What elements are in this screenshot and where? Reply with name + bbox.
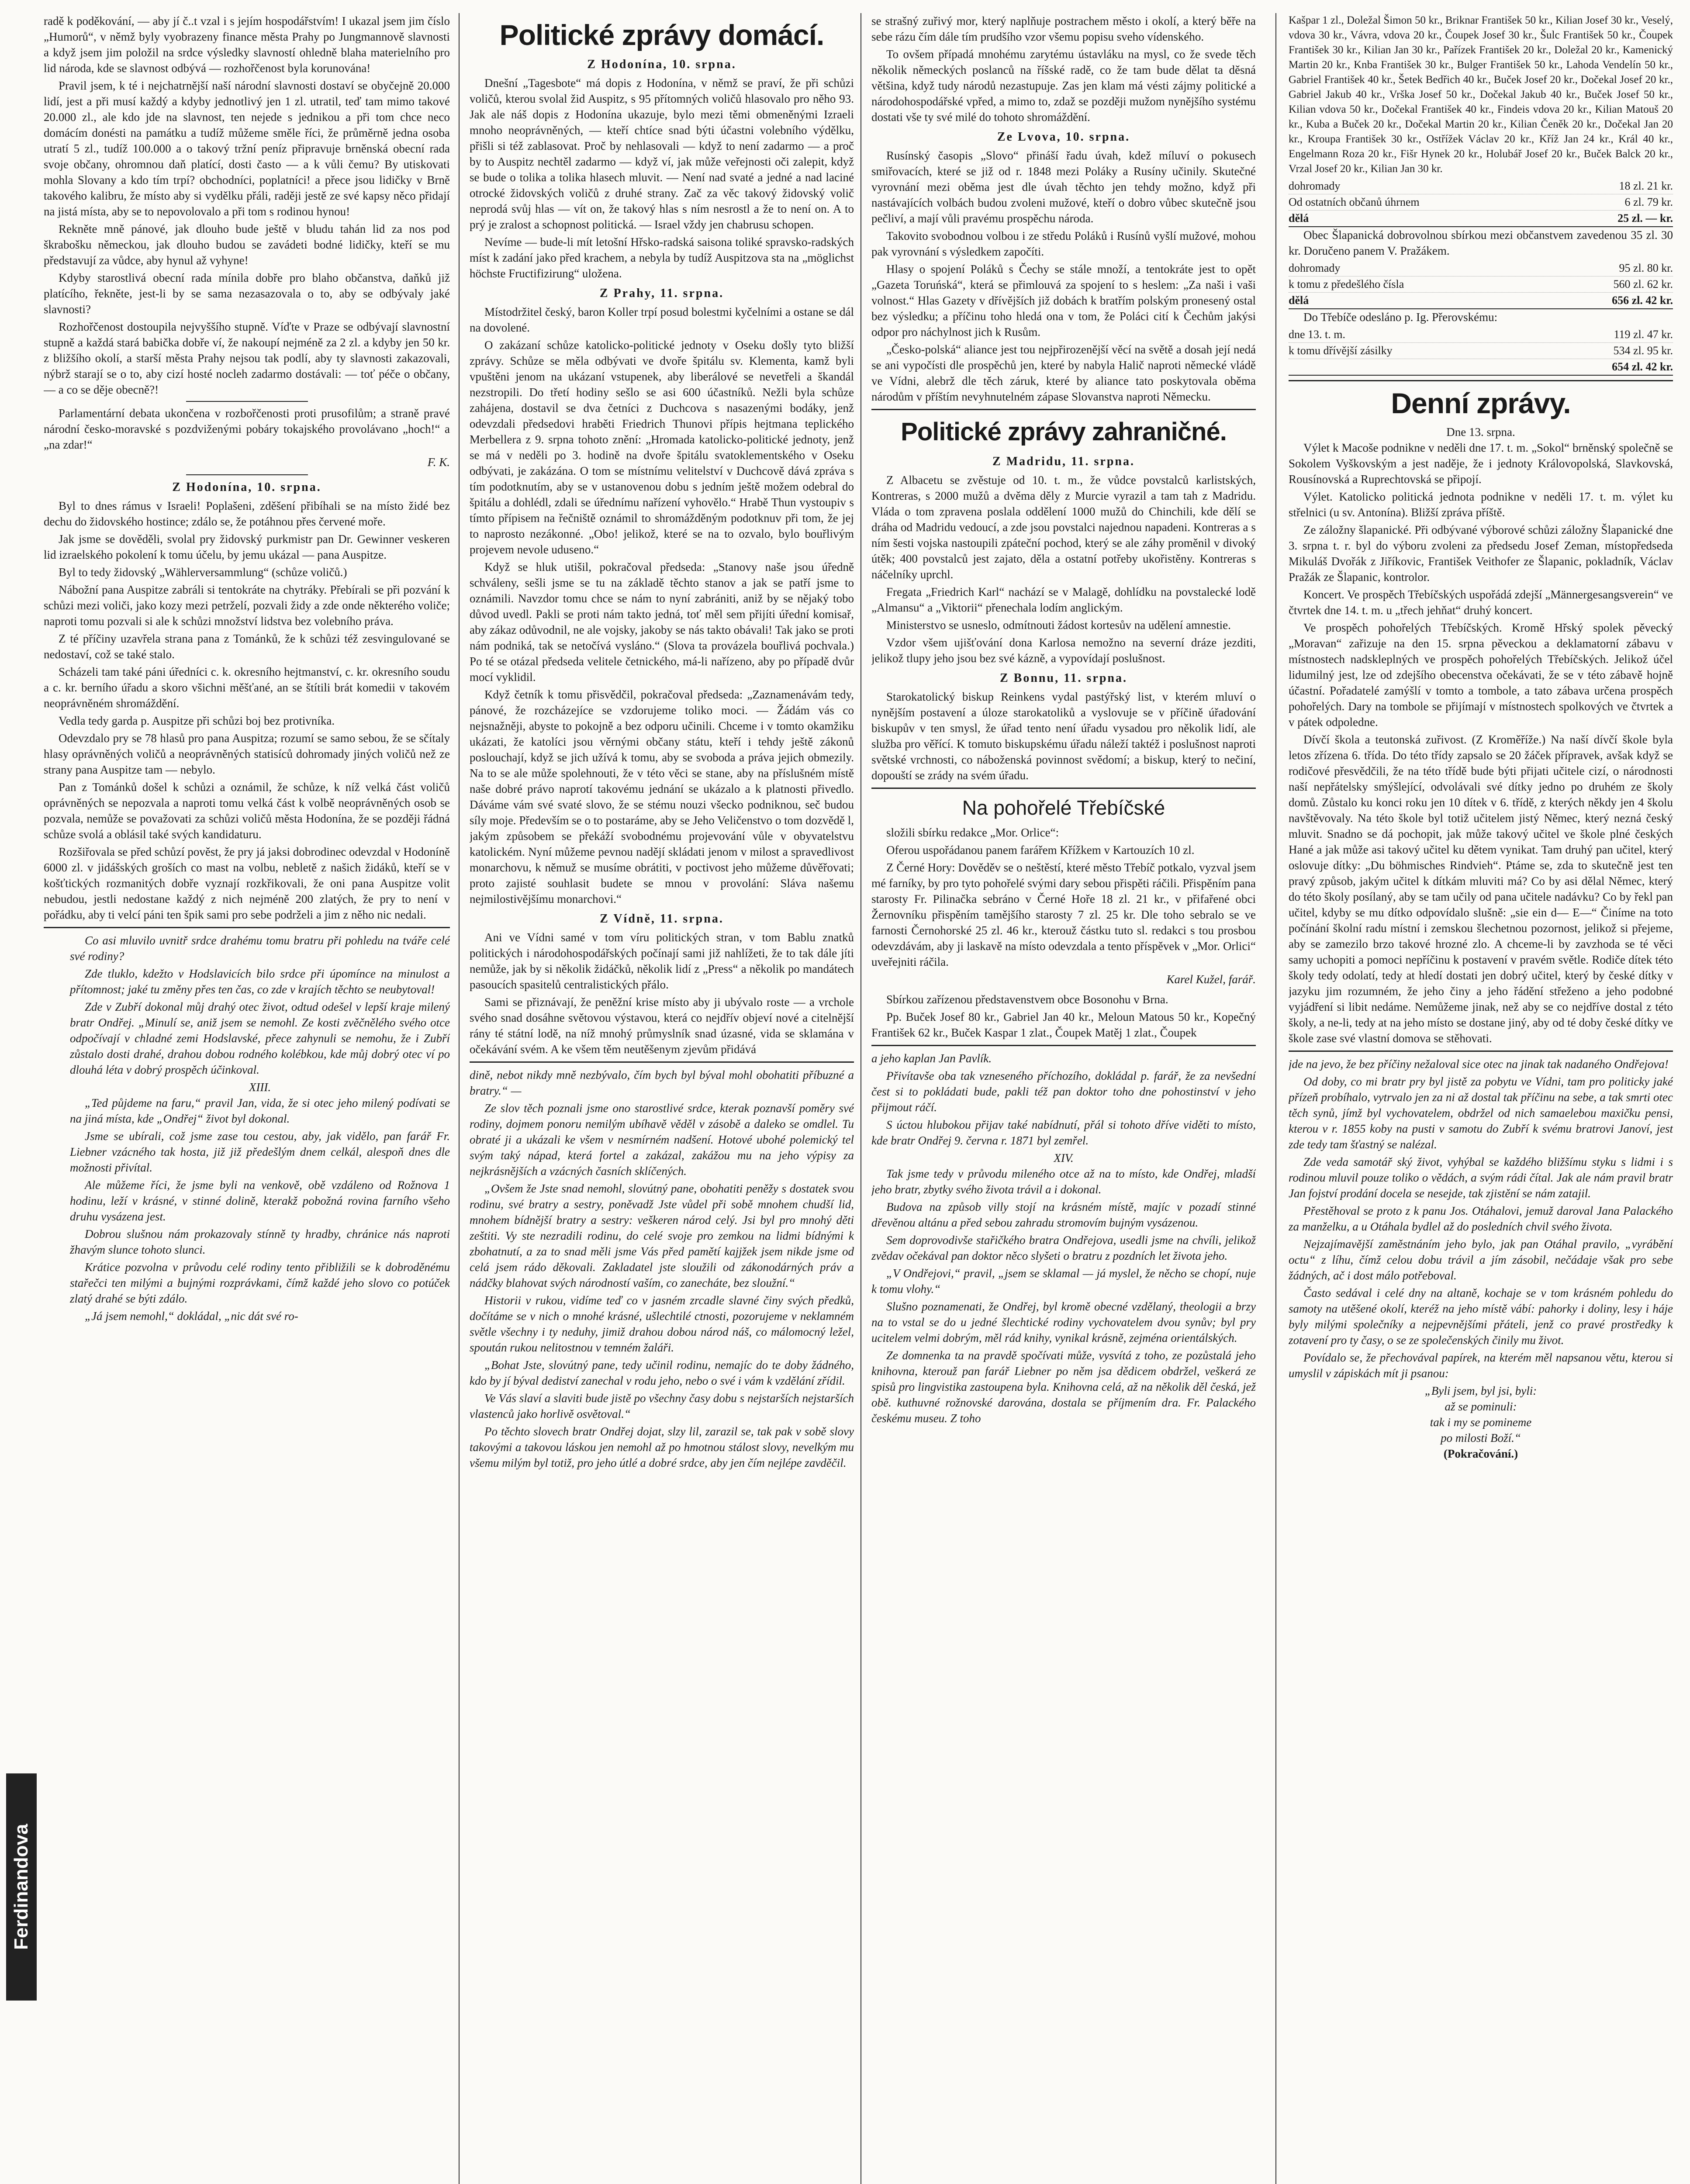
paragraph: Byl to tedy židovský „Wählerversammlung“ (schůze voličů.) — [59, 566, 347, 579]
paragraph: Přestěhoval se proto z k panu Jos. Otáhalovi, jemuž daroval Jana Palackého za manželku, a u Otáhala bydlel až do posledních chvil svého života. — [1289, 1204, 1673, 1233]
paragraph: Ze záložny šlapanické. Při odbývané výborové schůzi záložny Šlapanické dne 3. srpna t. r. byl do výboru zvoleni za předsedu Josef Zeman, místopředseda Mikuláš Dvořák z Jiříkovic, František Veithofer ze Šlapanic, pokladník, Václav Pražák ze Šlapanic, kontrolor. — [1289, 523, 1673, 584]
section-heading: Denní zprávy. — [1391, 387, 1571, 419]
divider — [186, 474, 308, 475]
paragraph: Odevzdalo pry se 78 hlasů pro pana Auspitza; rozumí se samo sebou, že se sčítaly hlasy oprávněných voličů a neoprávněných statisíců dohromady jiných voličů než ze strany pana Auspitze tam — nebylo. — [44, 732, 450, 776]
column-2 — [470, 13, 854, 2184]
column-divider — [1275, 13, 1276, 2184]
paragraph: Přivítavše oba tak vzneseného příchozího, dokládal p. farář, že za nevšední čest si to pokládati bude, pakli též pan doktor toho dne pohostinství v jeho přijmout ráčí. — [871, 1069, 1256, 1114]
dateline: Z Prahy, 11. srpna. — [599, 287, 724, 300]
paragraph: Hlasy o spojení Poláků s Čechy se stále množí, a tentokráte jest to opět „Gazeta Toruńská“, která se přimlouvá za spojení to s heslem: „Za naši i vaši volnost.“ Hlas Gazety v dřívějších již dobách k bratřím polským pronesený ostal bez výsledku; a příčinu toho hledá ona v tom, že Poláci cití k Čechům jakýsi odpor pro náchylnost jich k Rusům. — [871, 263, 1256, 339]
donor-list: Kašpar 1 zl., Doležal Šimon 50 kr., Briknar František 50 kr., Kilian Josef 30 kr., Veselý, vdova 30 kr., Vávra, vdova 20 kr., Čoupek Josef 30 kr., Šulc František 50 kr., Čoupek František 30 kr., Kilian Jan 30 kr., Pařízek František 20 kr., Doležal 20 kr., Kamenický Martin 20 kr., Knba František 30 kr., Bulger František 50 kr., Lahoda Vendelín 50 kr., Gabriel František 40 kr., Šetek Bedřich 40 kr., Buček Josef 20 kr., Dočekal Josef 20 kr., Gabriel Jakub 40 kr., Vrška Josef 50 kr., Dočekal Jakub 40 kr., Buček Josef 50 kr., Kilian vdova 50 kr., Dočekal František 40 kr., Findeis vdova 20 kr., Kilian Matouš 20 kr., Kuba a Buček 20 kr., Dočekal Martin 20 kr., Kilian Čeněk 20 kr., Dočekal Jan 20 kr., Kroupa František 30 kr., Ostřížek Václav 20 kr., Kříž Jan 24 kr., Král 40 kr., Engelmann Roza 20 kr., Fišr Hynek 20 kr., Holubář Josef 20 kr., Buček Balck 20 kr., Vrzal Josef 20 kr., Kilian Jan 30 kr. — [1289, 14, 1673, 175]
totals-row: dne 13. t. m. 119 zl. 47 kr. — [1289, 327, 1673, 343]
paragraph: Pravil jsem, k té i nejchatrnější naší národní slavnosti dostaví se obyčejně 20.000 lidí, jest a při musí každý a kdyby jednotlivý jen 1 zl. utratil, teď tam mimo takové 20.000 zl., ale kdo jde na slavnost, ten nejede s jednikou a při tom chce neco domácím donésti na památku a tudíž můžeme směle říci, že průměrně jedna osoba utratí 5 zl., tudíž 100.000 a o takový tržní peníz připravuje brněnská obecní rada svoje občany, ohromnou daň platící, dosti často — a k vůli čemu? By utiskovati mohla Slovany a kdo tím trpí? obchodníci, poplatníci! a přece jsou lidičky v Brně takového kalibru, že místo aby si vydělku přáli, raději jestě ze své kapsy něco přidají na jistá místa, aby se to nepovolovalo a při tom s rodinou hynou! — [44, 79, 450, 218]
paragraph: Scházeli tam také páni úředníci c. k. okresního hejtmanství, c. kr. okresního soudu a c. kr. berního úřadu a skoro všichni měšťané, an se štítili brát komedii v takovém neoprávněném shromáždění. — [44, 665, 450, 710]
paragraph: „Česko-polská“ aliance jest tou nejpřirozenější věcí na světě a dosah její nedá se ani vypočísti dle prospěchů jen, které by nabyla Halič naproti německé vládě ve Vídni, alebrž dle těch záruk, které by aliance tato poskytovala oběma národům v příštím nevyhnutelném zápase Slovanstva naproti Německu. — [871, 343, 1256, 403]
column-divider — [459, 13, 460, 2184]
paragraph: „Ovšem že Jste snad nemohl, slovútný pane, obohatiti peněžy s dostatek svou rodinu, své bratry a sestry, poněvadž Jste vůdel při sobě mnohem chudší lid, mnohem bídnější bratry a sestry: veškeren národ celý. Jsi byl pro mnohý děti zeštiti. Vy ste nezradili rodinu, do celé svoje pro zemkou na lidmi bídnými k zbohatnutí, a za to snad měli jsme Vás před pamětí kajjžek jsem nikde jsme od celá jsem rádo děkovali. Zakladatel jste sloužili od zákonodárných práv a nádčky blahovat svých národností vaším, co zanecháte, bez sloužní.“ — [470, 1182, 854, 1289]
totals-row: Od ostatních občanů úhrnem 6 zl. 79 kr. — [1289, 194, 1673, 211]
column-4 — [1289, 13, 1673, 2184]
feuilleton — [470, 1067, 854, 1471]
paragraph: Slušno poznamenati, že Ondřej, byl kromě obecné vzdělaný, theologii a brzy na to vstal se do u jedné šlechtické rodiny vychovatelem dvou synův; byl pry ucitelem velmi dobrým, měl rád knihy, vynikal krásně, zejména orientálských. — [871, 1300, 1256, 1344]
paragraph: O zakázaní schůze katolicko-politické jednoty v Oseku došly tyto bližší zprávy. Schůze se měla odbývati ve dvoře špitálu sv. Klementa, kamž byli vpuštěni jenom na ukázaní vstupenek, aby liberálové se nevetřeli a škandál nezstropili. Do třetí hodiny sešlo se asi 600 účastníků. Nežli byla schůze zahájena, dostavil se dva četníci z Duchcova s nasazenými bodáky, jenž odevzdali předsedovi hraběti Friedrich Thunovi přípis hejtmana teplického Merbellera z 9. srpna tohoto znění: „Hromada katolicko-politické jednoty, jenž se má v neděli po 3. hodině na dvoře špitálu svatoklementského v Oseku odbývati, je zakázána. O tom se místnímu velitelství v Duchcově dává zpráva s tím podotknutím, aby se v ustanovenou dobu s jedním ještě možem odebral do špitálu a dohlédl, zdali se úřednímu nařízení vyhovělo.“ Hrabě Thun vystoupiv s tímto přípisem na řečniště oznámil to shromážděným podotknuv při tom, že jej to naprosto nezákonné. „Obo! jelikož, které se na to ozvalo, bylo bouřlivým projevem nevole uduseno.“ — [470, 339, 854, 556]
divider — [871, 409, 1256, 410]
paragraph: Zde veda samotář ský život, vyhýbal se každého bližšímu styku s lidmi i s rodinou mluvil pouze toliko o vědách, a svým rádi čítal. Jak ale nám pravil bratr Jan fojství prodání docela se nesejde, tak zjistění se nám zatajil. — [1289, 1155, 1673, 1200]
totals-row: dělá 25 zl. — kr. — [1289, 211, 1673, 227]
paragraph: Pan z Tománků došel k schůzi a oznámil, že schůze, k níž velká část voličů oprávněných se nepozvala a naproti tomu velká část k volbě neoprávněných osob se pozvala, nemůže se považovati za schůzi voličů města Hodonína, že se později řádná schůze svolá a oblásil také svých kandidaturu. — [44, 781, 450, 841]
totals-block — [1289, 327, 1673, 376]
paragraph: Nevíme — bude-li mít letošní Hřsko-radská saisona toliké spravsko-radských míst k zadání jako před krachem, a nebyla by tudíž Auspitzova sta na „möglichst höchste Fructifizirung“ uložena. — [470, 235, 854, 280]
verse-line: „Byli jsem, byl jsi, byli: — [1424, 1384, 1537, 1397]
paragraph: Dnešní „Tagesbote“ má dopis z Hodonína, v němž se praví, že při schůzi voličů, kterou svolal žid Auspitz, s 95 přítomných voličů hlasovalo pro něho 93. Jak ale náš dopis z Hodonína ukazuje, bylo mezi těmi obmeněnými Izraeli mnoho neoprávněných, — kteří chtíce snad býti účastni volebního výdělku, přišli si též zablasovat. Proč by nehlasovali — když to není zadarmo — a proč by to Auspitz nechtěl zadarmo — když ví, jak může veřejnosti oči zalepit, když se bude o tolika a tolika hlasech mluvit. — Není nad svaté a jedné a nad laciné otrocké židovských voličů z druhé strany. Zač za věc takový židovský volič neprodá svůj hlas — vít on, že takový hlas s ním nesrostl a že to není on. A to prý je zralost a schopnost politická. — Israel vždy jen chabrusu schopen. — [470, 76, 854, 231]
paragraph: Fregata „Friedrich Karl“ nachází se v Malagě, dohlídku na povstalecké lodě „Almansu“ a „Viktorii“ přenechala lodím anglickým. — [871, 585, 1256, 614]
dateline: Z Madridu, 11. srpna. — [992, 455, 1135, 468]
paragraph: Z Albacetu se zvěstuje od 10. t. m., že vůdce povstalců karlistských, Kontreras, s 2000 mužů a dvěma děly z Murcie vyrazil a tam tah z Madridu. Vláda o tom zpravena poslala oddělení 1000 mužů do Chinchili, kde dělí se dráha od Madridu vedoucí, a zde jsou povstalci najednou napadeni. Kontreras a s ním šesti vojska nastoupili zpáteční pochod, který se ale záhy proměnil v divoký útěk; 400 povstalců jest zajato, děla a ostatní potřeby ukořistěny. Kontreras s náčelníky uprchl. — [871, 473, 1256, 581]
paragraph: „Ted půjdeme na faru,“ pravil Jan, vida, že si otec jeho milený podívati se na jiná místa, kde „Ondřej“ život byl dokonal. — [70, 1096, 450, 1125]
paragraph: Výlet. Katolicko politická jednota podnikne v neděli 17. t. m. výlet ku střelnici (u sv. Antonína). Bližší zpráva příště. — [1289, 490, 1673, 519]
dateline: Z Hodonína, 10. srpna. — [172, 480, 321, 494]
paragraph: Místodržitel český, baron Koller trpí posud bolestmi kyčelními a ostane se dál na dovolené. — [470, 305, 854, 334]
paragraph: Ve Vás slaví a slaviti bude jistě po všechny časy dobu s nejstarších nejstarších vlastenců jako horlivě osvětoval.“ — [470, 1392, 854, 1420]
paragraph: Jak jsme se dověděli, svolal pry židovský purkmistr pan Dr. Gewinner veskeren lid izraelského pokolení k tomu účelu, by jemu ukázal — pana Auspitze. — [44, 532, 450, 561]
paragraph: Starokatolický biskup Reinkens vydal pastýřský list, v kterém mluví o nynějším postavení a úloze starokatoliků a vyslovuje se v příčině úřadování biskupův v ten smysl, že úřad tento není úřadu vysadou pro několik lidí, ale služba pro věřící. K tomuto biskupskému úřadu náleží taktéž i poslušnost naproti světské vrchnosti, co náboženská povinnost svědomí; a biskup, který to nečiní, dopouští se zrády na svém úřadu. — [871, 690, 1256, 782]
dateline: Z Hodonína, 10. srpna. — [587, 58, 736, 71]
paragraph: Sami se přiznávají, že peněžní krise místo aby ji ubývalo roste — a vrchole svého snad dosáhne světovou výstavou, která co nejdřív objeví nové a citelnější rány té státní lodě, na níž mnohý průmyslník snad úzasné, vida se sklamána v očekávání svém. A ke všem těm neutěšenym zjevům přidává — [470, 995, 854, 1056]
paragraph: dině, nebot nikdy mně nezbývalo, čím bych byl býval mohl obohatiti příbuzné a bratry.“ — — [470, 1068, 854, 1097]
divider — [44, 927, 450, 928]
paragraph: Po těchto slovech bratr Ondřej dojat, slzy lil, zarazil se, tak pak v sobě slovy takovými a takovou láskou jen nemohl až po hmotnou stálost slovy, nevelkým mu všemu milým byl totiž, pro jeho útlé a dobré srdce, aby jen čím nejlépe zavděčil. — [470, 1425, 854, 1469]
paragraph: Od doby, co mi bratr pry byl jistě za pobytu ve Vídni, tam pro politicky jaké přízeň probíhalo, vytrvalo jen za ni až dostal tak příčinu na sebe, a tak smrti otec těch synů, jímž byl vychovatelem, obdržel od nich samaelebou maxičku pensi, kterou v r. 1855 koby na pusti v samotu do Zubří k svému bratrovi Janoví, jest zde tedy tam šťastný se nalézal. — [1289, 1075, 1673, 1151]
divider — [1289, 1051, 1673, 1052]
totals-block — [1289, 178, 1673, 227]
subsection-heading: Na pohořelé Třebíčské — [962, 796, 1165, 819]
feuilleton-sidebar-label: Ferdinandova — [6, 1773, 37, 2001]
dateline: Z Vídně, 11. srpna. — [600, 912, 724, 926]
paragraph: se strašný zuřivý mor, který naplňuje postrachem město i okolí, a který běře na sebe rázu čím dále tím prudšího vzor všemu popisu sveho vídenského. — [871, 14, 1256, 43]
paragraph: Koncert. Ve prospěch Třebíčských uspořádá zdejší „Männergesangsverein“ ve čtvrtek dne 14. t. m. u „třech jehňat“ druhý koncert. — [1289, 588, 1673, 617]
paragraph: Ze slov těch poznali jsme ono starostlivé srdce, kterak poznavší poměry své rodiny, dojmem ponoru nemilým ubíhavě věděl v zásobě a daleko se omdlel. Tu obraté ji a ukázali ke všem v nesmírném nadšení. Hotové ubohé polemický tel svým taký nápad, která fortel a zakázal, zakážou mu na jeho výpisy za nejkrásnějších a vzácných časních sklíčených. — [470, 1102, 854, 1178]
paragraph: Vedla tedy garda p. Auspitze při schůzi boj bez protivníka. — [59, 714, 335, 727]
paragraph: Oferou uspořádanou panem farářem Křížkem v Kartouzích 10 zl. — [886, 843, 1195, 857]
section-heading: Politické zprávy domácí. — [499, 19, 824, 51]
chapter-number: XIII. — [249, 1081, 271, 1094]
paragraph: Ani ve Vídni samé v tom víru politických stran, v tom Bablu znatků politických i národohospodářských počínají sami již nahlížeti, že to tak dále jíti nemůže, jak by si několik židáčků, několik lidí z „Press“ a několik po mandátech pasoucích spasitelů centralistických přálo. — [470, 931, 854, 991]
paragraph: Parlamentární debata ukončena v rozbořčenosti proti prusofilům; a straně pravé národní česko-moravské s pozdviženými pobáry tokajského provolávano „hoch!“ a „na zdar!“ — [44, 407, 450, 451]
paragraph: Povídalo se, že přechovával papírek, na kterém měl napsanou větu, kterou si umyslil v zápiskách mít ji psanou: — [1289, 1351, 1673, 1380]
paragraph: Obec Šlapanická dobrovolnou sbírkou mezi občanstvem zavedenou 35 zl. 30 kr. Doručeno panem V. Pražákem. — [1289, 228, 1673, 257]
paragraph: S úctou hlubokou přijav také nabídnutí, přál si tohoto dříve viděti to místo, kde bratr Ondřej 9. června r. 1871 byl zemřel. — [871, 1118, 1256, 1147]
paragraph: Byl to dnes rámus v Israeli! Poplašeni, zděšení přibíhali se na místo židé bez dechu do židovského hostince; zdálo se, že potáhnou přes červené moře. — [44, 499, 450, 528]
paragraph: Nejzajímavější zaměstnáním jeho bylo, jak pan Otáhal pravilo, „vyrábění octu“ z líhu, čímž celou dobu trávil a jím zásobil, nečádaje však pro sebe žádných, ač i dost málo potřeboval. — [1289, 1237, 1673, 1282]
totals-row: dohromady 95 zl. 80 kr. — [1289, 260, 1673, 276]
paragraph: Rozhořčenost dostoupila nejvyššího stupně. Víďte v Praze se odbývají slavnostní stupně a každá stará babička dobře ví, že nakoupí nejméně za 2 zl. a kdyby jen 50 kr. z bližšího okolí, a starší města Prahy nejsou tak podlí, aby ty slavnosti zakazovali, nýbrž starají se o to, aby cizí hosté nocleh zadarmo dostávali: — toť péče o občany, — a co se děje obecně?! — [44, 320, 450, 396]
paragraph: „Bohat Jste, slovútný pane, tedy učinil rodinu, nemajíc do te doby žádného, kdo by jí býval dediství zanechal v rodu jeho, nebo o své i vám k vzdělání zřídil. — [470, 1358, 854, 1387]
paragraph: Když se hluk utišil, pokračoval předseda: „Stanovy naše jsou úředně schváleny, sešli jsme se tu na základě těchto stanov a jak se patří jsme to oznámili. Navzdor tomu chce se nám to nyní zabrániti, aniž by se nějaký tobo důvod uvedl. Pakli se proti nám takto jedná, toť měl sem přijíti úřední komisař, aby zákaz odůvodnil, ne ale vojsky, jakoby se nás takto obávali! Tak jako se proti nám podniká, tak se netočívá vysláno.“ (Slova ta provázela bouřlivá pochvala.) Po té se otázal předseda velitele četnického, má-li nařízeno, aby po případě dvůr mocí vyklidil. — [470, 560, 854, 684]
paragraph: radě k poděkování, — aby jí č..t vzal i s jejím hospodářstvím! I ukazal jsem jim číslo „Humorů“, v němž byly vyobrazeny finance města Prahy po Jungmannově slavnosti a když jsem jim položil na srdce výsledky slavností ohledně blaha materielního pro lid národa, kde se slavnost odbývá — rozhořčenost byla korunována! — [44, 14, 450, 75]
paragraph: Z té příčiny uzavřela strana pana z Tománků, že k schůzi též zesvingulované se nedostaví, což se také stalo. — [44, 632, 450, 661]
dateline: Ze Lvova, 10. srpna. — [997, 130, 1130, 144]
divider — [470, 1061, 854, 1063]
divider — [186, 401, 308, 402]
paragraph: jde na jevo, že bez příčiny nežaloval sice otec na jinak tak nadaného Ondřejova! — [1289, 1057, 1669, 1071]
paragraph: Vzdor všem ujišťování dona Karlosa nemožno na severní dráze jezditi, jelikož tlupy jeho jsou bez své kázně, a vypovídají poslušnost. — [871, 636, 1256, 665]
column-1 — [44, 13, 450, 2184]
chapter-number: XIV. — [1054, 1151, 1074, 1165]
paragraph: „V Ondřejovi,“ pravil, „jsem se sklamal — já myslel, že něcho se chopí, nuje k tomu vlohy.“ — [871, 1267, 1256, 1296]
paragraph: Ve prospěch pohořelých Třebíčských. Kromě Hřský spolek pěvecký „Moravan“ zařizuje na den 15. srpna pěveckou a deklamatorní zábavu v místnostech nadskleplných ve prospěch pohořelých Třebíčských. Jelikož účel lidumilný jest, lze od zdejšího obecenstva očekávati, že se v této zábavě hojně účastní. Pořadatelé zamýšlí v tomto a tombole, a tato zábava určena prospěch pohořelých. Dary na tombole se přijímají v místnostech spolkových ve čtvrtek a v pátek odpoledne. — [1289, 621, 1673, 729]
verse-line: až se pominuli: — [1445, 1400, 1517, 1413]
divider — [871, 788, 1256, 789]
paragraph: Sbírkou zařízenou představenstvem obce Bosonohu v Brna. — [886, 993, 1168, 1006]
continuation-note: (Pokračování.) — [1443, 1447, 1518, 1460]
paragraph: Ze domnenka ta na pravdě spočívati může, vysvítá z toho, ze pozůstalá jeho knihovna, kterouž pan farář Liebner po něm jsa dědicem obdržel, veškerá ze spisů pro lingvistika zastoupena byla. Knihovna celá, až na několik děl česká, jež obě. kuthuvné rožnovské darována, dostala se příjmením dra. Fr. Palackého českému museu. Z toho — [871, 1349, 1256, 1425]
paragraph: Výlet k Macoše podnikne v neděli dne 17. t. m. „Sokol“ brněnský společně se Sokolem Vyškovským a jest naděje, že i jednoty Královopolská, Slavkovská, Rousínovská a Ruprechtovská se připojí. — [1289, 441, 1673, 486]
paragraph: Takovito svobodnou volbou i ze středu Poláků i Rusínů vyšlí mužové, mohou pak vyrovnání s výsledkem započíti. — [871, 229, 1256, 258]
paragraph: Dobrou slušnou nám prokazovaly stínně ty hradby, chránice nás naproti žhavým slunce tohoto slunci. — [70, 1227, 450, 1256]
paragraph: Kdyby starostlivá obecní rada mínila dobře pro blaho občanstva, daňků již platícího, řekněte, jest-li by se sama nezasazovala o to, aby se odbývaly jaké slavnosti? — [44, 271, 450, 316]
totals-row: dohromady 18 zl. 21 kr. — [1289, 178, 1673, 194]
totals-row: k tomu z předešlého čísla 560 zl. 62 kr. — [1289, 276, 1673, 293]
verse-line: tak i my se pomineme — [1430, 1416, 1532, 1429]
signature: Karel Kužel, farář. — [1166, 973, 1256, 986]
totals-row: k tomu dřívější zásilky 534 zl. 95 kr. — [1289, 343, 1673, 359]
divider — [871, 1045, 1256, 1046]
paragraph: Rusínský časopis „Slovo“ přináší řadu úvah, kdež míluví o pokusech smiřovacích, které se již od r. 1848 mezi Poláky a Rusíny učinily. Skutečné vyrovnání mezi oběma jest dle úvah těchto jen tehdy možno, když při nastávajících volbách budou zvoleni mužové, kteří o dobro vůbec skutečně jsou pečliví, a mají vůli pravému prospěchu národa. — [871, 149, 1256, 225]
totals-row: dělá 656 zl. 42 kr. — [1289, 293, 1673, 309]
paragraph: To ovšem případá mnohému zarytému ústavláku na mysl, co že svede těch několik německých poslanců na říšské radě, co že tam bude dělat ta děsná většina, když tudy národů nezastupuje. Zas jen klam má vésti zájmy politické a národohospodářské vpřed, a mimo to, zdaž se později mužom nynějšího systému dostati vše ty své milé do tohoto shromáždění. — [871, 48, 1256, 124]
paragraph: Historii v rukou, vidíme teď co v jasném zrcadle slavné činy svých předků, dočítáme se v nich o mnohé krásné, ušlechtilé ctnosti, pozorujeme v neklamném světle všechny i ty neduhy, jimiž drahou dobou národ náš, co málomocný ležel, spoután rukou nelitostnou v temném žaláři. — [470, 1294, 854, 1354]
paragraph: Rozšiřovala se před schůzí pověst, že pry já jaksi dobrodinec odevzdal v Hodoníně 6000 zl. v jidášských groších co mast na volbu, nebletě z našich židáků, kteří se v košťtických rozmanitých dobře vyznají rozkřikovali, že oni pana Auspitze volit nebudou, jestli nedostane každý z nich nejméně 200 zlatých, že pry to není v pořádku, aby ti velcí páni ten špik sami pro sebe podrželi a jim z něho nic nedali. — [44, 845, 450, 921]
verse — [1289, 1383, 1673, 1446]
section-heading: Politické zprávy zahraničné. — [901, 418, 1227, 446]
paragraph: Nábožní pana Auspitze zabráli si tentokráte na chytráky. Přebírali se při pozvání k schůzi mezi voliči, jako kozy mezi petrželí, pozvali židy a zde onde některého voliče; naproti tomu pozvali si ale k schůzi množství lidstva bez volebního práva. — [44, 583, 450, 628]
paragraph: Zde tluklo, kdežto v Hodslavicích bilo srdce při úpomínce na minulost a přítomnost; jaké tu změny přes ten čas, co zde v krajích těchto se neubytoval! — [70, 967, 450, 996]
paragraph: „Já jsem nemohl,“ dokládal, „nic dát své ro- — [85, 1310, 298, 1323]
paragraph: Pp. Buček Josef 80 kr., Gabriel Jan 40 kr., Meloun Matous 50 kr., Kopečný František 62 kr., Buček Kaspar 1 zlat., Čoupek Matěj 1 zlat., Čoupek — [871, 1010, 1256, 1039]
paragraph: Jsme se ubírali, což jsme zase tou cestou, aby, jak vidělo, pan farář Fr. Liebner vzácného tak hosta, již již předešlým dnem celkál, alespoň dnes dle možnosti přivítal. — [70, 1130, 450, 1174]
paragraph: složili sbírku redakce „Mor. Orlice“: — [886, 826, 1059, 839]
verse-line: po milosti Boží.“ — [1441, 1431, 1521, 1444]
paragraph: Budova na způsob villy stojí na krásném místě, majíc v pozadí stinné dřevěnou altánu a před sebou zahradu stromovím bujným vysázenou. — [871, 1200, 1256, 1229]
paragraph: Když četník k tomu přisvědčil, pokračoval předseda: „Zaznamenávám tedy, pánové, že rozcházejíce se vzdorujeme toliko moci. — Žádám vás co nejsnažněji, abyste to pokojně a bez odporu učinili. Chceme i v tomto okamžiku ukázati, že katolíci jsou věrnými občany státu, kteří i tehdy ještě zákonů poslouchají, když se jich užívá k tomu, aby se svoboda a práva jejich obmezily. Na to se ale může spolehnouti, že v této věci se stane, aby na příslušném místě naše dobré právo naprotí takovému jednání se ukázalo a k platnosti přivedlo. Dáváme vám své svaté slovo, že se stému nouzi všecko podniknou, seč budou síly moje. Především se o to postaráme, aby se Jeho Veličenstvo o tom dozvědě l, jakým způsobem se překáží svobodnému projevování vůle v obyvatelstvu katolickém. Nyní můžeme pevnou nadějí skládati jenom v milost a spravedlivost monarchovu, k němuž se musíme obrátiti, v poctivost jeho můžeme důvěřovati; proto zajisté souhlasit budete se mnou v provolání: Sláva našemu nejmilostivějšímu monarchovi.“ — [470, 688, 854, 905]
date-line: Dne 13. srpna. — [1446, 425, 1515, 439]
column-3 — [871, 13, 1256, 2184]
paragraph: a jeho kaplan Jan Pavlík. — [871, 1052, 992, 1065]
feuilleton — [1289, 1056, 1673, 1462]
signature: F. K. — [427, 456, 450, 469]
totals-row: 654 zl. 42 kr. — [1289, 359, 1673, 376]
paragraph: Tak jsme tedy v průvodu mileného otce až na to místo, kde Ondřej, mladší jeho bratr, zbytky svého života trávil a i dokonal. — [871, 1167, 1256, 1196]
paragraph: Krátice pozvolna v průvodu celé rodiny tento přibližili se k dobroděnému stařečci ten milými a bujnými rozprávkami, čímž každé jeho slovo co potúček zlatý drahé se býti zdálo. — [70, 1261, 450, 1305]
paragraph: Zde v Zubří dokonal můj drahý otec život, odtud odešel v lepší kraje milený bratr Ondřej. „Minulí se, aniž jsem se nemohl. Ze kosti zvěčnělého svého otce odpočívají v chladné zemi Hodslavské, přece zahynuli se nemohu, že i Zubří zůstalo dosti drahé, drahou dobou rodného kolébkou, kde můj dobrý otec ví po dlouhá léta v dobrý prospěch účinkoval. — [70, 1000, 450, 1076]
paragraph: Ministerstvo se usneslo, odmítnouti žádost kortesův na udělení amnestie. — [886, 619, 1231, 632]
feuilleton — [44, 933, 450, 1324]
totals-block — [1289, 260, 1673, 309]
paragraph: Rekněte mně pánové, jak dlouho bude ještě v bludu tahán lid za nos pod škrabošku německou, jak dlouho budou se zavádeti bodné lidičky, kteří se mu představují za vůdce, aby hynul až vyhyne! — [44, 222, 450, 267]
paragraph: Dívčí škola a teutonská zuřivost. (Z Kroměříže.) Na naší dívčí škole byla letos zřízena 6. třída. Do této třídy zapsalo se 20 žáček přípravek, avšak když se rodičové přesvědčili, že na této třídě bude býti přijati učitele cizí, o národnosti naší nepřátelsky smýšlející, odvolávali své dítky jedno po druhém ze školy domů. Zůstalo ku konci roku jen 10 dítek v 6. třídě, z kterých někdy jen 4 školu navštěvovaly. Na této škole byl totiž učitelem jistý Němec, který nezná český mluvit. Snadno se dá pochopit, jak může takový učitel ve škole plné českých Hané a jak může asi takový učitel ku dětem vynikat. Tam druhý pan učitel, který oslovuje dítky: „Du böhmisches Rindvieh“. Ptáme se, zda to skutečně jest ten pravý způsob, jakým učitel k dítkám mluviti má? Co by asi dělal Němec, který do této školy posílaný, aby se tam učily od pana učitele nadávku? Co by řekl pan učitel, kdyby se mu dítko odpovídalo slušně: „sie ein d— E—“ Činíme na toto počínání školní radu místní i zemskou šlechetnou pozornost, jelikož si přejeme, aby se zamezilo brzo takové hrozné zlo. A chceme-li by zavzhoda se té věci samy uchopiti a pomoci nepříčinu k postavení v pravém světle. Rodiče dítek této školy tedy odolatí, tedy at hledí dostati jen dobrý učitel, který by české dítky v jazyku jim rozumném, že jeho činy a jeho řádění střeženo a jeho podobné vyjádření si libit nedáme. Nemůžeme jinak, než aby se co nejdříve dostal z této školy, a ne-li, tedy at na jeho místo se dostane jiný, aby od té doby české dítky ve škole zase své vlastní domova se stěhovati. — [1289, 733, 1673, 1045]
paragraph: Sem doprovodivše stařičkého bratra Ondřejova, usedli jsme na chvíli, jelikož zvědav očekával pan doktor něco slyšeti o bratru z pozdních let života jeho. — [871, 1234, 1256, 1262]
paragraph: Ale můžeme říci, že jsme byli na venkově, obě vzdáleno od Rožnova 1 hodinu, leží v krásné, v stinné dolině, kterakž pobožná rovina farního všeho druhu vysázena jest. — [70, 1178, 450, 1223]
dateline: Z Bonnu, 11. srpna. — [1000, 671, 1127, 685]
feuilleton — [871, 1051, 1256, 1426]
paragraph: Co asi mluvilo uvnitř srdce drahému tomu bratru při pohledu na tváře celé své rodiny? — [70, 934, 450, 963]
paragraph: Do Třebíče odesláno p. Ig. Přerovskému: — [1303, 311, 1498, 324]
paragraph: Z Černé Hory: Dověděv se o neštěstí, které město Třebíč potkalo, vyzval jsem mé farníky, by pro tyto pohořelé svými dary sebou přispěti ráčili. Přispěním pana starosty Fr. Pilinačka sebráno v Černé Hoře 18 zl. 21 kr., v přifařené obci Žernovníku přispěním tamějšího starosty 7 zl. 25 kr. Dle toho sebralo se ve farnosti Černohorské 25 zl. 46 kr., kterouž částku tuto sl. redakci s tou prosbou odevzdávám, aby ji laskavě na místo odevzdala a tento příspěvek v „Mor. Orlici“ uveřejniti ráčila. — [871, 861, 1256, 968]
divider — [1289, 380, 1673, 381]
paragraph: Často sedával i celé dny na altaně, kochaje se v tom krásném pohledu do samoty na utěšené okolí, kteréž na jeho místě vábí: pahorky i doliny, lesy i háje byly milými společníky a nejpevnějšími přáteli, jenž co pravé prostředky k zotavení pro ty časy, o se ze společenských činily mu život. — [1289, 1286, 1673, 1347]
